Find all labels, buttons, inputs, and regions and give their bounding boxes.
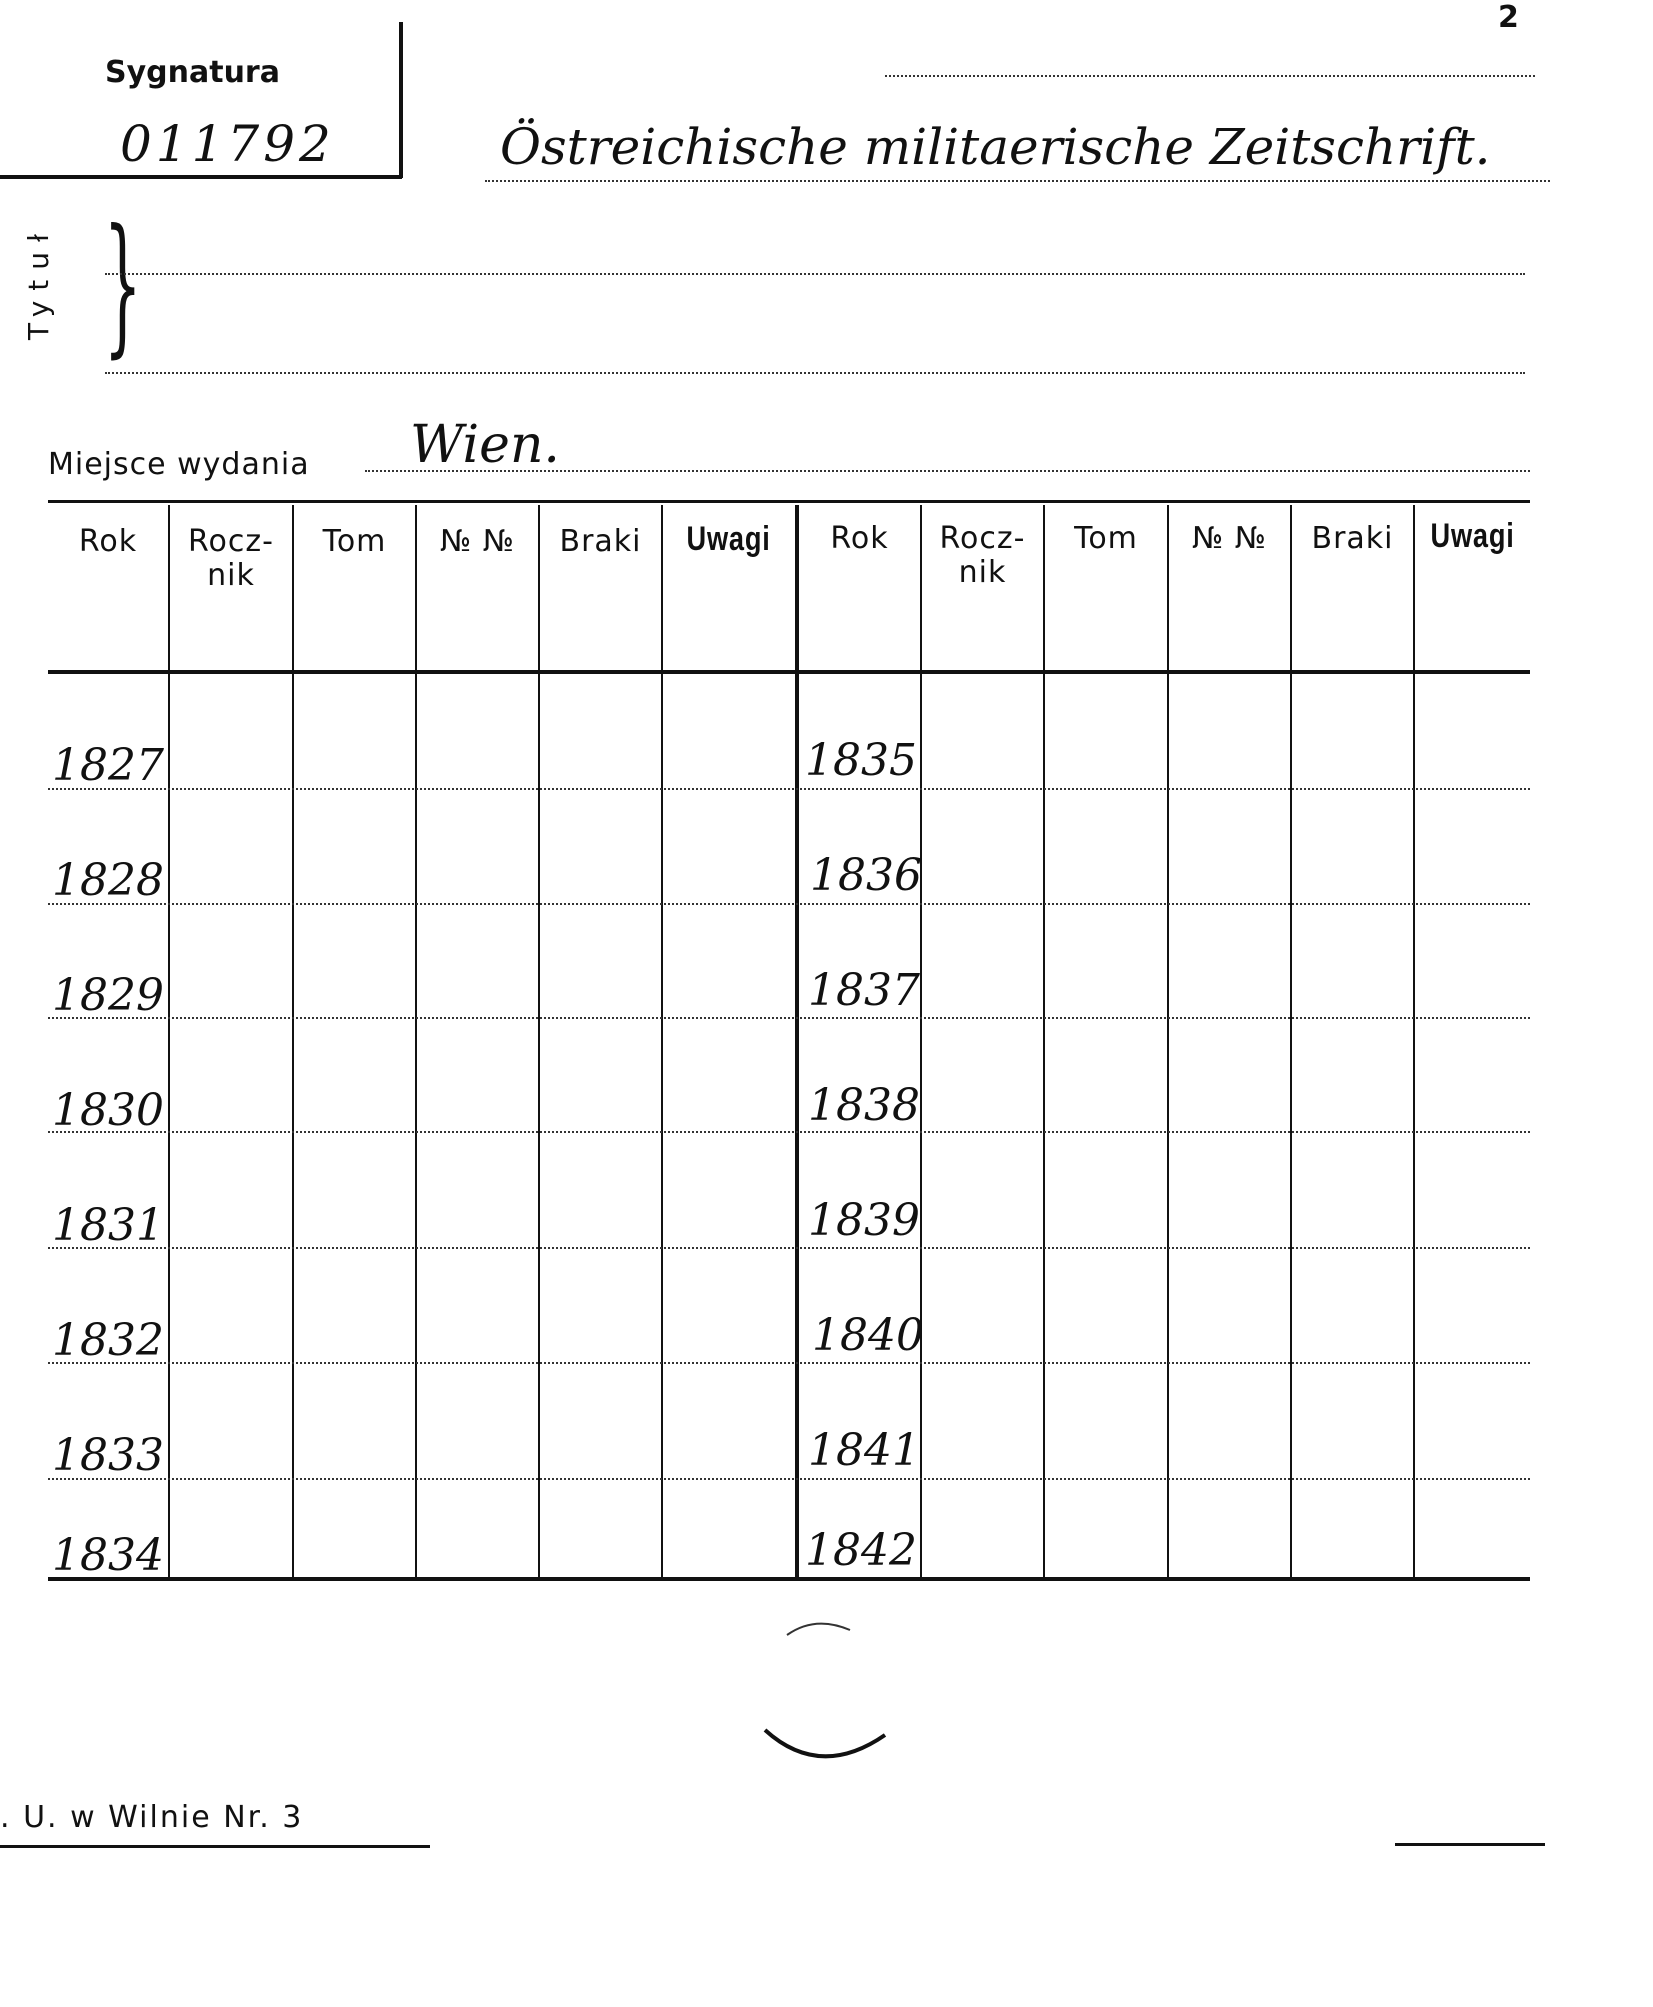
year-right: 1842: [805, 1525, 917, 1576]
year-left: 1827: [52, 740, 164, 791]
col-divider: [1290, 505, 1292, 1577]
title-handwritten: Östreichische militaerische Zeitschrift.: [500, 118, 1491, 176]
header-uwagi-right: [1415, 519, 1530, 555]
year-right: 1837: [808, 965, 920, 1016]
header-uwagi-left-text: Uwagi: [686, 520, 772, 558]
header-braki-left: Braki: [559, 524, 642, 559]
title-line-2: [105, 372, 1525, 374]
col-divider: [538, 505, 540, 1577]
header-uwagi-left: [663, 522, 795, 558]
table-top-rule: [48, 500, 1530, 503]
place-value: Wien.: [410, 415, 560, 475]
table-bottom-rule: [48, 1577, 1530, 1581]
header-tom-right: Tom: [1074, 521, 1138, 556]
signature-label: Sygnatura: [105, 55, 280, 90]
row-line: [48, 788, 1530, 790]
year-left: 1832: [52, 1315, 164, 1366]
hole-mark-bottom: [760, 1720, 890, 1780]
row-line: [48, 1478, 1530, 1480]
place-dotted-line: [365, 470, 1530, 472]
row-line: [48, 1362, 1530, 1364]
row-line: [48, 1131, 1530, 1133]
year-right: 1836: [810, 850, 922, 901]
title-brace: }: [103, 198, 142, 372]
signature-box-right: [399, 22, 403, 178]
signature-value: 011792: [120, 115, 335, 173]
year-left: 1834: [52, 1530, 164, 1581]
footer-rule-left: [0, 1845, 430, 1848]
title-top-dotted-line: [885, 75, 1535, 77]
year-right: 1838: [808, 1080, 920, 1131]
header-uwagi-right-text: Uwagi: [1430, 517, 1515, 555]
col-divider: [1043, 505, 1045, 1577]
title-underline-dotted: [485, 180, 1550, 182]
place-label: Miejsce wydania: [48, 447, 310, 482]
col-divider: [1413, 505, 1415, 1577]
col-divider: [168, 505, 170, 1577]
table-header-rule: [48, 670, 1530, 674]
table-center-divider: [795, 505, 799, 1577]
title-vertical-label: Tytuł: [22, 224, 55, 340]
header-rocznik-right: Rocz- nik: [939, 521, 1026, 590]
col-divider: [292, 505, 294, 1577]
footer-rule-right: [1395, 1843, 1545, 1846]
year-right: 1835: [805, 735, 917, 786]
title-line-1: [105, 273, 1525, 275]
header-tom-left: Tom: [322, 524, 387, 559]
header-numery-right: № №: [1192, 521, 1267, 556]
year-right: 1840: [812, 1310, 924, 1361]
col-divider: [415, 505, 417, 1577]
hole-mark-top: [785, 1610, 855, 1640]
header-rok-right: Rok: [830, 521, 889, 556]
year-left: 1833: [52, 1430, 164, 1481]
row-line: [48, 1247, 1530, 1249]
col-divider: [661, 505, 663, 1577]
year-left: 1829: [52, 970, 164, 1021]
header-rok-left: Rok: [78, 524, 138, 559]
year-right: 1841: [808, 1425, 920, 1476]
year-left: 1828: [52, 855, 164, 906]
col-divider: [1167, 505, 1169, 1577]
col-divider: [920, 505, 922, 1577]
row-line: [48, 1017, 1530, 1019]
year-left: 1830: [52, 1085, 164, 1136]
year-left: 1831: [52, 1200, 164, 1251]
signature-box-bottom: [0, 175, 402, 179]
page-number: 2: [1498, 0, 1519, 35]
header-rocznik-left: Rocz- nik: [188, 524, 274, 593]
header-braki-right: Braki: [1311, 521, 1394, 556]
footer-text: . U. w Wilnie Nr. 3: [0, 1800, 304, 1835]
row-line: [48, 903, 1530, 905]
year-right: 1839: [808, 1195, 920, 1246]
header-numery-left: № №: [440, 524, 515, 559]
